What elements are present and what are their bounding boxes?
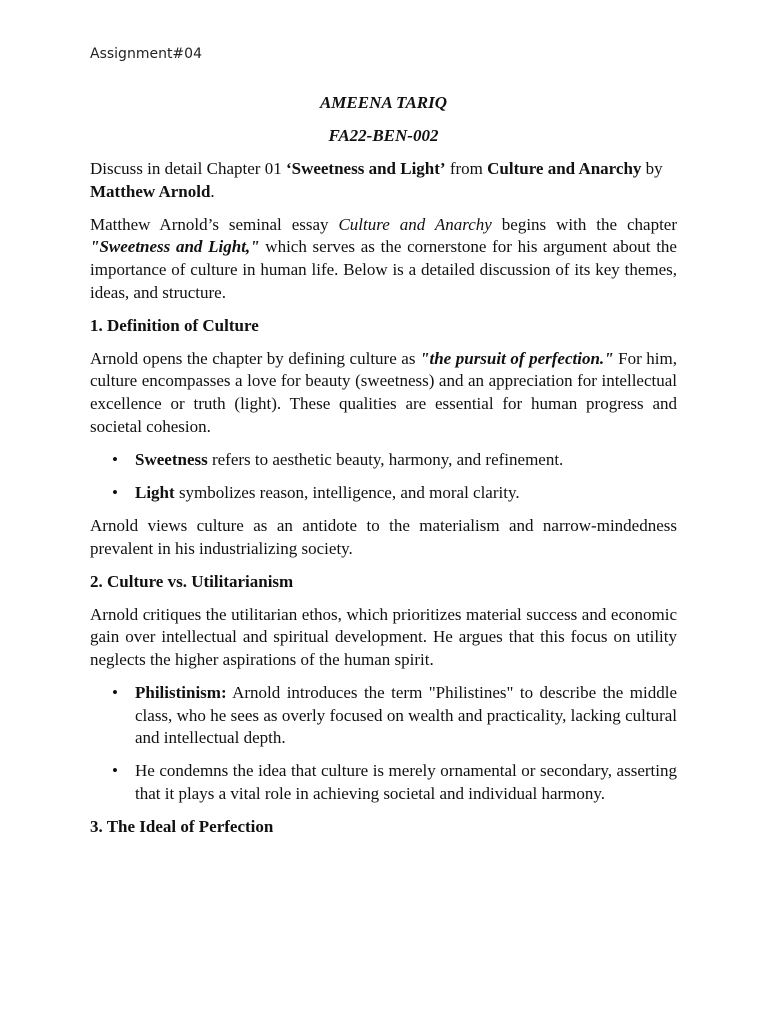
intro-text: Matthew Arnold’s seminal essay (90, 214, 339, 234)
section-paragraph: Arnold critiques the utilitarian ethos, which prioritizes material success and economic gain over intellectual and spiritual development. He argues that this focus on utility neglects the higher aspirations of the human spirit. (90, 604, 677, 669)
author-reference: Matthew Arnold (90, 181, 211, 201)
section-heading: 2. Culture vs. Utilitarianism (90, 571, 294, 591)
intro-text: begins with the chapter (491, 214, 677, 234)
chapter-title: ‘Sweetness and Light’ (285, 159, 446, 179)
prompt-text: from (445, 159, 488, 179)
perfection-quote: "the pursuit of perfection." (420, 348, 614, 368)
essay-title: Culture and Anarchy (338, 214, 492, 234)
list-item-text: Arnold introduces the term "Philistines" to describe the middle class, who he sees as overly focused on wealth and practicality, lacking cultural and intellectual depth. (135, 682, 677, 748)
list-item-text: refers to aesthetic beauty, harmony, and refinement. (207, 449, 564, 469)
paragraph-text: For him, culture encompasses a love for beauty (sweetness) and an appreciation for intellectual excellence or truth (light). These qualities are essential for human progress and societal cohesion. (90, 348, 678, 436)
intro-text: which serves as the cornerstone for his argument about the importance of culture in human life. Below is a detailed discussion of its key themes, ideas, and structure. (90, 237, 677, 302)
paragraph-text: Arnold opens the chapter by defining culture as (90, 348, 421, 368)
intro-paragraph (90, 214, 677, 304)
bullet-list (90, 682, 677, 805)
bullet-icon: • (112, 761, 118, 781)
bullet-list (90, 449, 677, 505)
list-item (90, 449, 677, 472)
prompt-text: Discuss in detail Chapter 01 (90, 159, 286, 179)
document-body (90, 92, 677, 849)
author-name: AMEENA TARIQ (319, 93, 448, 112)
list-item-term: Light (135, 482, 175, 502)
section-heading: 1. Definition of Culture (90, 315, 259, 335)
bullet-icon: • (112, 449, 118, 469)
list-item (90, 682, 677, 750)
chapter-quote: "Sweetness and Light," (90, 237, 260, 257)
list-item-text: symbolizes reason, intelligence, and moral clarity. (174, 482, 520, 502)
section-heading: 3. The Ideal of Perfection (90, 816, 274, 836)
bullet-icon: • (112, 682, 118, 702)
section-paragraph (90, 348, 677, 438)
list-item-term: Sweetness (135, 449, 208, 469)
assignment-prompt (90, 158, 677, 203)
section-paragraph: Arnold views culture as an antidote to the materialism and narrow-mindedness prevalent in his industrializing society. (90, 515, 677, 558)
student-id: FA22-BEN-002 (328, 126, 439, 146)
prompt-text: by (641, 159, 663, 179)
book-title: Culture and Anarchy (487, 159, 642, 179)
prompt-text: . (210, 181, 215, 201)
list-item-text: He condemns the idea that culture is merely ornamental or secondary, asserting that it plays a vital role in achieving societal and individual harmony. (135, 761, 677, 803)
list-item (90, 760, 677, 805)
assignment-label: Assignment#04 (90, 46, 202, 62)
list-item-term: Philistinism: (135, 682, 227, 702)
list-item (90, 482, 677, 505)
bullet-icon: • (112, 482, 118, 502)
